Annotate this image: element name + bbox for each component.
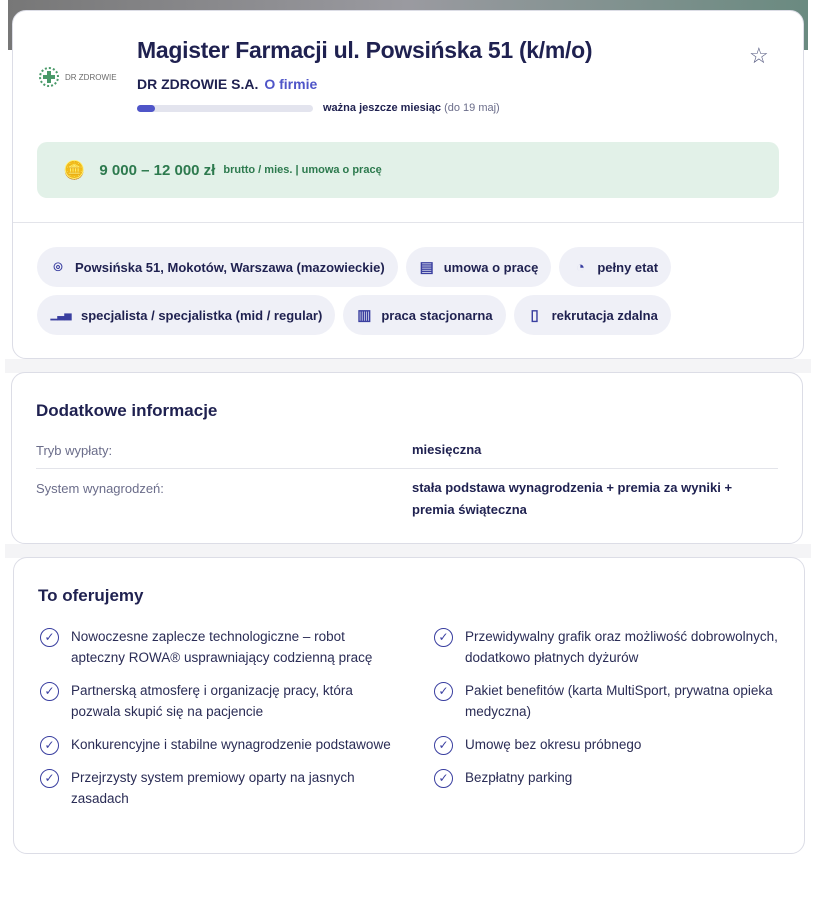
info-row [36, 443, 778, 469]
check-circle-icon: ✓ [434, 682, 453, 701]
benefits-left-column [40, 626, 400, 821]
section-title: To oferujemy [38, 586, 144, 605]
benefit-item [434, 734, 794, 755]
chip-label: praca stacjonarna [381, 307, 493, 323]
coins-icon: 🪙 [63, 159, 86, 180]
info-value: stała podstawa wynagrodzenia + premia za wyniki + premia świąteczna [412, 480, 733, 517]
job-attribute-chip [37, 295, 335, 335]
benefit-item [40, 734, 400, 755]
benefit-item [434, 680, 794, 722]
location-pin-icon: ⌾ [53, 258, 63, 276]
benefit-item [434, 767, 794, 788]
chip-label: specjalista / specjalistka (mid / regular) [81, 307, 323, 323]
building-icon: ▥ [357, 307, 372, 324]
chip-label: rekrutacja zdalna [551, 307, 658, 323]
document-icon: ▤ [419, 259, 434, 276]
separator [5, 359, 811, 373]
validity-label: ważna jeszcze miesiąc [323, 102, 442, 114]
benefit-text: Przewidywalny grafik oraz możliwość dobrowolnych, dodatkowo płatnych dyżurów [465, 629, 778, 665]
benefit-item [40, 626, 400, 668]
benefit-item [40, 680, 400, 722]
company-line [137, 76, 317, 92]
salary-amount: 9 000 – 12 000 zł [99, 161, 216, 179]
section-title: Dodatkowe informacje [36, 401, 218, 420]
benefits-right-column [434, 626, 794, 821]
check-circle-icon: ✓ [434, 736, 453, 755]
about-company-link[interactable]: O firmie [264, 76, 318, 92]
divider [13, 222, 803, 223]
favorite-star-icon[interactable]: ☆ [749, 43, 769, 68]
validity-text [323, 102, 500, 114]
chip-label: umowa o pracę [443, 259, 539, 275]
logo-text: DR ZDROWIE [65, 72, 117, 82]
job-header-card [12, 10, 804, 359]
remote-chat-icon: ▯ [530, 307, 539, 324]
salary-meta: brutto / mies. | umowa o pracę [223, 164, 382, 176]
job-attribute-chip [37, 247, 398, 287]
check-circle-icon: ✓ [434, 769, 453, 788]
benefit-text: Przejrzysty system premiowy oparty na jasnych zasadach [71, 770, 355, 806]
benefit-item [40, 767, 400, 809]
check-circle-icon: ✓ [40, 628, 59, 647]
job-attributes [37, 247, 737, 335]
job-attribute-chip [343, 295, 505, 335]
salary-box [37, 142, 779, 198]
chip-label: pełny etat [597, 259, 659, 275]
validity-date: (do 19 maj) [444, 102, 500, 114]
check-circle-icon: ✓ [40, 769, 59, 788]
benefit-text: Konkurencyjne i stabilne wynagrodzenie podstawowe [71, 737, 391, 752]
job-attribute-chip [514, 295, 671, 335]
clock-icon: ◔ [575, 258, 585, 276]
benefit-text: Partnerską atmosferę i organizację pracy, która pozwala skupić się na pacjencie [71, 683, 353, 719]
info-value: miesięczna [412, 442, 482, 457]
benefit-text: Nowoczesne zaplecze technologiczne – robot apteczny ROWA® usprawniający codzienną pracę [71, 629, 373, 665]
additional-info-card [11, 372, 803, 544]
cross-logo-icon [39, 67, 59, 87]
level-bars-icon: ▁▃▅ [50, 309, 72, 320]
job-title: Magister Farmacji ul. Powsińska 51 (k/m/o) [137, 37, 593, 63]
separator [5, 544, 811, 558]
benefit-text: Bezpłatny parking [465, 770, 573, 785]
benefit-text: Umowę bez okresu próbnego [465, 737, 642, 752]
info-key: Tryb wypłaty: [36, 443, 113, 458]
info-key: System wynagrodzeń: [36, 481, 164, 496]
benefit-item [434, 626, 794, 668]
check-circle-icon: ✓ [434, 628, 453, 647]
benefits-card [13, 557, 805, 854]
job-attribute-chip [406, 247, 552, 287]
check-circle-icon: ✓ [40, 682, 59, 701]
company-logo[interactable] [39, 67, 117, 87]
job-attribute-chip [559, 247, 671, 287]
chip-label: Powsińska 51, Mokotów, Warszawa (mazowieckie) [75, 259, 385, 275]
validity-progress-bar [137, 105, 313, 112]
check-circle-icon: ✓ [40, 736, 59, 755]
benefit-text: Pakiet benefitów (karta MultiSport, prywatna opieka medyczna) [465, 683, 773, 719]
validity-progress-fill [137, 105, 155, 112]
company-name: DR ZDROWIE S.A. [137, 76, 259, 92]
